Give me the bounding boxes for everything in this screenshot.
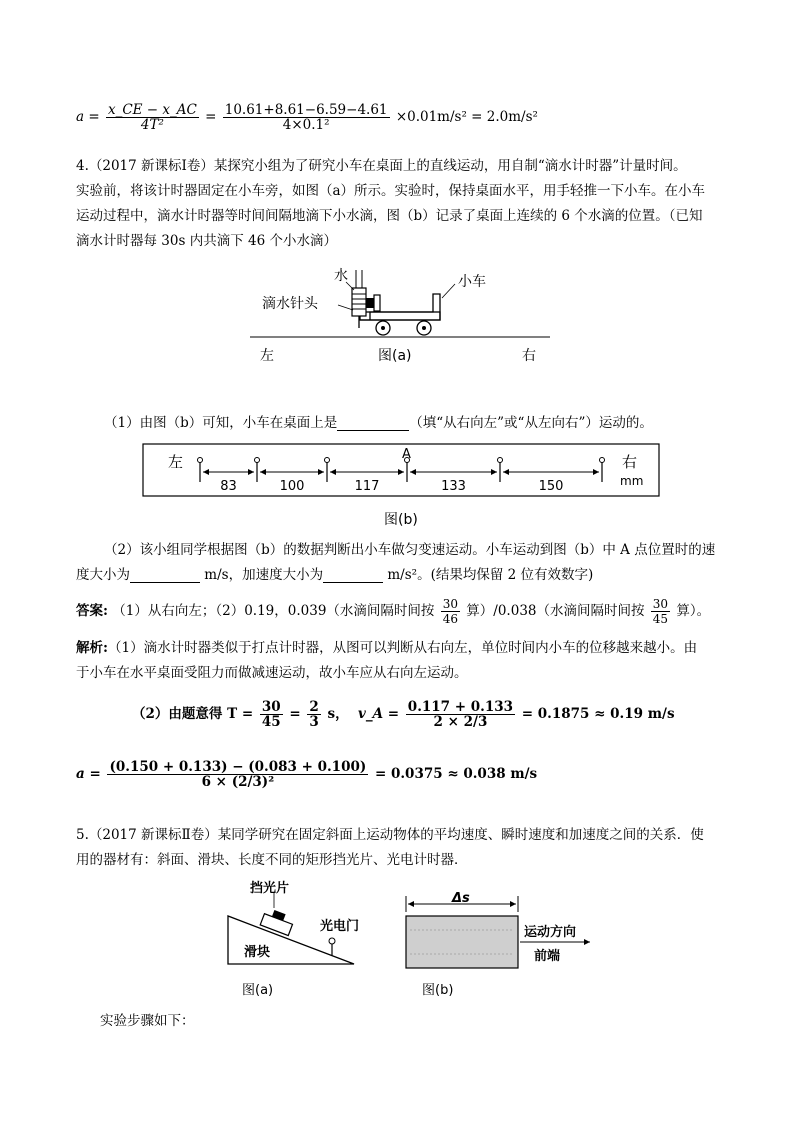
water-drop-marker bbox=[198, 458, 203, 463]
fig-5a-caption: 图(a) bbox=[242, 983, 274, 998]
arrow-head-left bbox=[503, 469, 509, 475]
q5-line2: 用的器材有：斜面、滑块、长度不同的矩形挡光片、光电计时器． bbox=[76, 852, 468, 868]
fig-b-right-label: 右 bbox=[622, 453, 638, 471]
arrow-head-left bbox=[330, 469, 336, 475]
water-drop-marker bbox=[498, 458, 503, 463]
interval-label: 133 bbox=[441, 479, 466, 494]
q4-line4: 滴水计时器每 30s 内共滴下 46 个小水滴） bbox=[76, 233, 337, 249]
arrow-head-right bbox=[491, 469, 497, 475]
q4-line1: 4.（2017 新课标Ⅰ卷）某探究小组为了研究小车在桌面上的直线运动，用自制“滴水计时器”计量时间。 bbox=[76, 158, 687, 174]
water-drop-marker bbox=[600, 458, 605, 463]
fig-b-caption: 图(b) bbox=[384, 512, 418, 528]
fig-a-needle-label: 滴水针头 bbox=[262, 296, 318, 312]
q4-sub1: （1）由图（b）可知，小车在桌面上是 （填“从右向左”或“从左向右”）运动的。 bbox=[104, 415, 653, 431]
figure-a-cart bbox=[250, 262, 550, 370]
q4-sub2-line2: 度大小为 m/s，加速度大小为 m/s²。(结果均保留 2 位有效数字) bbox=[76, 567, 594, 583]
arrow-head-right bbox=[318, 469, 324, 475]
fig-a-right-label: 右 bbox=[522, 348, 536, 364]
answer-blank-1[interactable] bbox=[337, 416, 409, 431]
q4-answer: 答案: （1）从右向左；（2）0.19，0.039（水滴间隔时间按 $\frac{30}{46}$ 算）/0.038（水滴间隔时间按 $\frac{30}{45}$ 算）。 bbox=[76, 597, 711, 626]
water-drop-marker bbox=[255, 458, 260, 463]
figure-b-drops bbox=[142, 440, 662, 530]
q4-analysis-line2: 于小车在水平桌面受阻力而做减速运动，故小车应从右向左运动。 bbox=[76, 665, 468, 681]
water-drop-marker bbox=[325, 458, 330, 463]
fig-5a-shade-label: 挡光片 bbox=[250, 881, 290, 896]
arrow-head-left bbox=[410, 469, 416, 475]
interval-label: 150 bbox=[538, 479, 564, 494]
fig-5a-gate-label: 光电门 bbox=[320, 919, 360, 934]
arrow-head-right bbox=[593, 469, 599, 475]
fig-b-point-a: A bbox=[402, 447, 411, 462]
interval-label: 117 bbox=[354, 479, 380, 494]
fig-b-unit: mm bbox=[620, 474, 644, 488]
fig-5b-front-label: 前端 bbox=[534, 949, 561, 964]
arrow-head-right bbox=[248, 469, 254, 475]
q4-line2: 实验前，将该计时器固定在小车旁，如图（a）所示。实验时，保持桌面水平，用手轻推一下小车。在小车 bbox=[76, 183, 706, 199]
figure-5b-shade bbox=[400, 890, 600, 998]
fig-a-water-label: 水 bbox=[334, 268, 348, 284]
fig-b-left-label: 左 bbox=[168, 453, 184, 471]
answer-blank-2[interactable] bbox=[130, 568, 200, 583]
figure-5a-incline bbox=[224, 880, 364, 998]
q4-line3: 运动过程中，滴水计时器等时间间隔地滴下小水滴，图（b）记录了桌面上连续的 6 个水滴的位置。（已知 bbox=[76, 208, 703, 224]
q4-analysis-line1: 解析:（1）滴水计时器类似于打点计时器，从图可以判断从右向左，单位时间内小车的位移越来越小。由 bbox=[76, 640, 698, 656]
fig-5b-caption: 图(b) bbox=[422, 983, 454, 998]
fig-a-left-label: 左 bbox=[260, 348, 274, 364]
q5-steps: 实验步骤如下： bbox=[100, 1013, 195, 1029]
fig-5a-slider-label: 滑块 bbox=[244, 945, 271, 960]
fig-a-cart-label: 小车 bbox=[458, 274, 486, 290]
formula-top: a = $\frac{x\_CE - x\_AC}{\text{4T²}}$ = $\frac{10.61+8.61-6.59-4.61}{\text{4×0.1²}}$ ×0.01m/s² = 2.0m/s² bbox=[76, 102, 538, 133]
answer-blank-3[interactable] bbox=[323, 568, 383, 583]
q4-eq-acceleration: a = $\frac{(0.150 + 0.133) - (0.083 + 0.100)}{\text{6 × (2/3)²}}$ = 0.0375 ≈ 0.038 m/s bbox=[76, 759, 538, 790]
q4-sub2-line1: （2）该小组同学根据图（b）的数据判断出小车做匀变速运动。小车运动到图（b）中 A 点位置时的速 bbox=[104, 542, 716, 558]
arrow-head-left bbox=[203, 469, 209, 475]
interval-label: 83 bbox=[220, 479, 237, 494]
fig-5b-ds-label: Δs bbox=[452, 891, 470, 906]
q4-eq-period: （2）由题意得 T = $\frac{30}{45}$ = $\frac{2}{3}$ s， v_A = $\frac{0.117 + 0.133}{2 \times 2/3}$ = 0.1875 ≈ 0.19 m/s bbox=[132, 699, 675, 730]
q5-line1: 5.（2017 新课标Ⅱ卷）某同学研究在固定斜面上运动物体的平均速度、瞬时速度和加速度之间的关系．使 bbox=[76, 827, 704, 843]
interval-label: 100 bbox=[279, 479, 305, 494]
fig-5b-direction-label: 运动方向 bbox=[524, 925, 577, 940]
arrow-head-left bbox=[260, 469, 266, 475]
arrow-head-right bbox=[398, 469, 404, 475]
fig-a-caption: 图(a) bbox=[378, 348, 412, 364]
